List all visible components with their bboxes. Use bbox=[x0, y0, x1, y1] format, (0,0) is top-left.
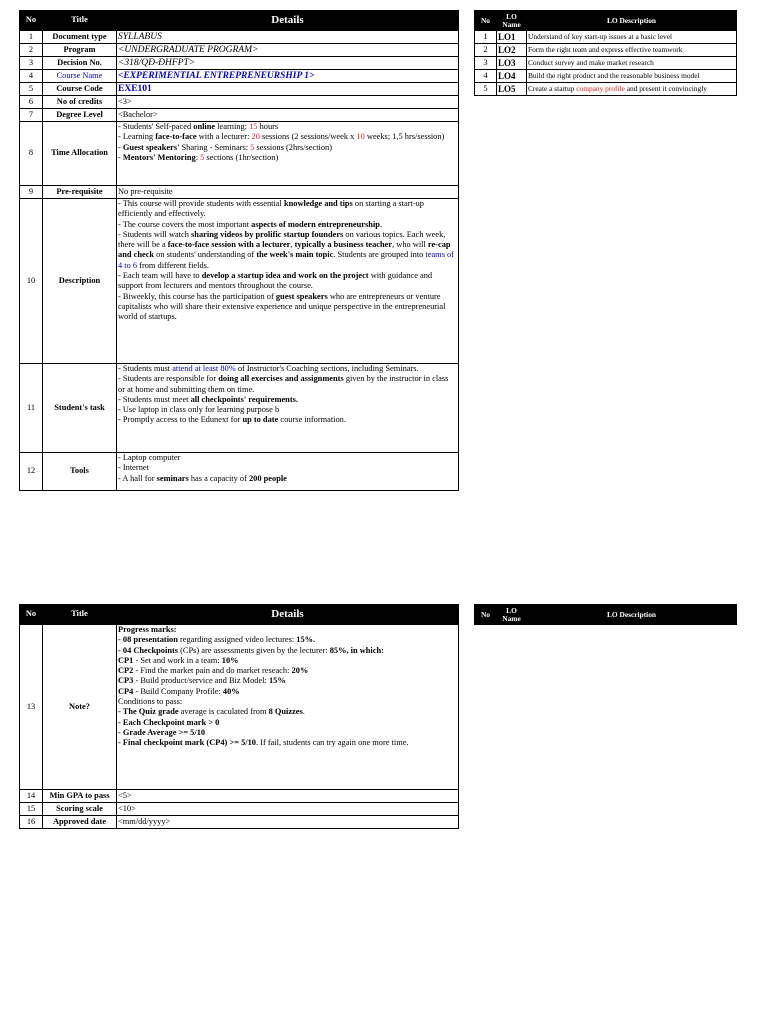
row-title: Time Allocation bbox=[43, 122, 117, 186]
lo-header-row bbox=[475, 11, 737, 31]
row-number: 10 bbox=[20, 199, 43, 364]
row-title: Course Name bbox=[43, 70, 117, 83]
lo-row bbox=[475, 31, 737, 44]
table-row bbox=[20, 83, 459, 96]
row-title: Description bbox=[43, 199, 117, 364]
row-number: 1 bbox=[20, 31, 43, 44]
table-row bbox=[20, 625, 459, 790]
lo-description: Create a startup company profile and present it convincingly bbox=[527, 83, 737, 96]
header-title: Title bbox=[43, 11, 117, 31]
row-number: 9 bbox=[20, 186, 43, 199]
lo-number: 1 bbox=[475, 31, 497, 44]
row-number: 4 bbox=[20, 70, 43, 83]
lo-description: Form the right team and express effective teamwork bbox=[527, 44, 737, 57]
lo-description: Conduct survey and make market research bbox=[527, 57, 737, 70]
row-title: Approved date bbox=[43, 816, 117, 829]
row-number: 13 bbox=[20, 625, 43, 790]
program-value: <UNDERGRADUATE PROGRAM> bbox=[117, 44, 459, 57]
table-row bbox=[20, 790, 459, 803]
table-row bbox=[20, 96, 459, 109]
course-name-value: <EXPERIMENTIAL ENTREPRENEURSHIP 1> bbox=[117, 70, 459, 83]
lo-table-1 bbox=[474, 10, 737, 96]
lo-row bbox=[475, 70, 737, 83]
table-row bbox=[20, 803, 459, 816]
lo-name: LO4 bbox=[497, 70, 527, 83]
document-type-value: SYLLABUS bbox=[117, 31, 459, 44]
lo-header-name: LO Name bbox=[497, 605, 527, 625]
degree-level-value: <Bachelor> bbox=[117, 109, 459, 122]
table-row bbox=[20, 186, 459, 199]
row-number: 8 bbox=[20, 122, 43, 186]
tools-value: - Laptop computer - Internet - A hall for seminars has a capacity of 200 people bbox=[117, 453, 459, 491]
lo-description: Build the right product and the reasonable business model bbox=[527, 70, 737, 83]
syllabus-table-1 bbox=[19, 10, 459, 491]
table-row bbox=[20, 109, 459, 122]
lo-number: 5 bbox=[475, 83, 497, 96]
lo-header-no: No bbox=[475, 11, 497, 31]
row-title: Pre-requisite bbox=[43, 186, 117, 199]
approved-date-value: <mm/dd/yyyy> bbox=[117, 816, 459, 829]
row-title: Degree Level bbox=[43, 109, 117, 122]
row-number: 7 bbox=[20, 109, 43, 122]
row-number: 6 bbox=[20, 96, 43, 109]
students-task-value: - Students must attend at least 80% of Instructor's Coaching sections, including Seminars. - Students are responsible for doing all exercises and assignments given by the instructor in class or at home and submitting them on time. - Students must meet all checkpoints' requirements. - Use laptop in class only for learning purpose b - Promptly access to the Edunext for up to date course information. bbox=[117, 364, 459, 453]
lo-row bbox=[475, 57, 737, 70]
table-row bbox=[20, 122, 459, 186]
lo-table-2 bbox=[474, 604, 737, 625]
note-value: Progress marks: - 08 presentation regarding assigned video lectures: 15%. - 04 Checkpoints (CPs) are assessments given by the lecturer: 85%, in which: CP1 - Set and work in a team: 10% CP2 - Find the market pain and do market reseach: 20% CP3 - Build product/service and Biz Model: 15% CP4 - Build Company Profile: 40% Conditions to pass: - The Quiz grade average is caculated from 8 Quizzes. - Each Checkpoint mark > 0 - Grade Average >= 5/10 - Final checkpoint mark (CP4) >= 5/10. If fail, students can try again one more time. bbox=[117, 625, 459, 790]
row-title: Note? bbox=[43, 625, 117, 790]
prerequisite-value: No pre-requisite bbox=[117, 186, 459, 199]
lo-name: LO2 bbox=[497, 44, 527, 57]
row-title: Tools bbox=[43, 453, 117, 491]
syllabus-table-2 bbox=[19, 604, 459, 829]
lo-header-description: LO Description bbox=[527, 11, 737, 31]
lo-header-name: LO Name bbox=[497, 11, 527, 31]
lo-name: LO1 bbox=[497, 31, 527, 44]
lo-header-no: No bbox=[475, 605, 497, 625]
row-title: Course Code bbox=[43, 83, 117, 96]
lo-number: 4 bbox=[475, 70, 497, 83]
header-title: Title bbox=[43, 605, 117, 625]
table-row bbox=[20, 31, 459, 44]
row-number: 2 bbox=[20, 44, 43, 57]
table-row bbox=[20, 57, 459, 70]
table-header-row bbox=[20, 11, 459, 31]
table-row bbox=[20, 199, 459, 364]
row-title: Document type bbox=[43, 31, 117, 44]
lo-number: 3 bbox=[475, 57, 497, 70]
row-number: 16 bbox=[20, 816, 43, 829]
header-details: Details bbox=[117, 11, 459, 31]
row-number: 3 bbox=[20, 57, 43, 70]
row-title: No of credits bbox=[43, 96, 117, 109]
header-details: Details bbox=[117, 605, 459, 625]
row-title: Program bbox=[43, 44, 117, 57]
table-header-row bbox=[20, 605, 459, 625]
row-title: Student's task bbox=[43, 364, 117, 453]
table-row bbox=[20, 364, 459, 453]
table-row bbox=[20, 70, 459, 83]
row-title: Scoring scale bbox=[43, 803, 117, 816]
table-row bbox=[20, 816, 459, 829]
header-no: No bbox=[20, 11, 43, 31]
scoring-scale-value: <10> bbox=[117, 803, 459, 816]
row-number: 11 bbox=[20, 364, 43, 453]
credits-value: <3> bbox=[117, 96, 459, 109]
table-row bbox=[20, 453, 459, 491]
min-gpa-value: <5> bbox=[117, 790, 459, 803]
decision-no-value: <318/QĐ-ĐHFPT> bbox=[117, 57, 459, 70]
row-number: 14 bbox=[20, 790, 43, 803]
lo-header-description: LO Description bbox=[527, 605, 737, 625]
lo-name: LO3 bbox=[497, 57, 527, 70]
row-number: 15 bbox=[20, 803, 43, 816]
header-no: No bbox=[20, 605, 43, 625]
row-title: Decision No. bbox=[43, 57, 117, 70]
lo-description: Understand of key start-up issues at a basic level bbox=[527, 31, 737, 44]
table-row bbox=[20, 44, 459, 57]
row-title: Min GPA to pass bbox=[43, 790, 117, 803]
lo-row bbox=[475, 83, 737, 96]
lo-name: LO5 bbox=[497, 83, 527, 96]
course-code-value: EXE101 bbox=[117, 83, 459, 96]
row-number: 5 bbox=[20, 83, 43, 96]
description-value: - This course will provide students with essential knowledge and tips on starting a start-up efficiently and effectively. - The course covers the most important aspects of modern entrepreneurship. - Students will watch sharing videos by prolific startup founders on various topics. Each week, there will be a face-to-face session with a lecturer, typically a business teacher, who will re-cap and check on students' understanding of the week's main topic. Students are grouped into teams of 4 to 6 from different fields. - Each team will have to develop a startup idea and work on the project with guidance and support from lecturers and mentors throughout the course. - Biweekly, this course has the participation of guest speakers who are entrepreneurs or venture capitalists who will share their extensive experience and unique perspective in the entrepreneurial world of startups. bbox=[117, 199, 459, 364]
lo-header-row bbox=[475, 605, 737, 625]
row-number: 12 bbox=[20, 453, 43, 491]
lo-row bbox=[475, 44, 737, 57]
lo-number: 2 bbox=[475, 44, 497, 57]
time-allocation-value: - Students' Self-paced online learning: 15 hours - Learning face-to-face with a lecturer: 20 sessions (2 sessions/week x 10 weeks; 1,5 hrs/session) - Guest speakers' Sharing - Seminars: 5 sessions (2hrs/section) - Mentors' Mentoring: 5 sections (1hr/section) bbox=[117, 122, 459, 186]
